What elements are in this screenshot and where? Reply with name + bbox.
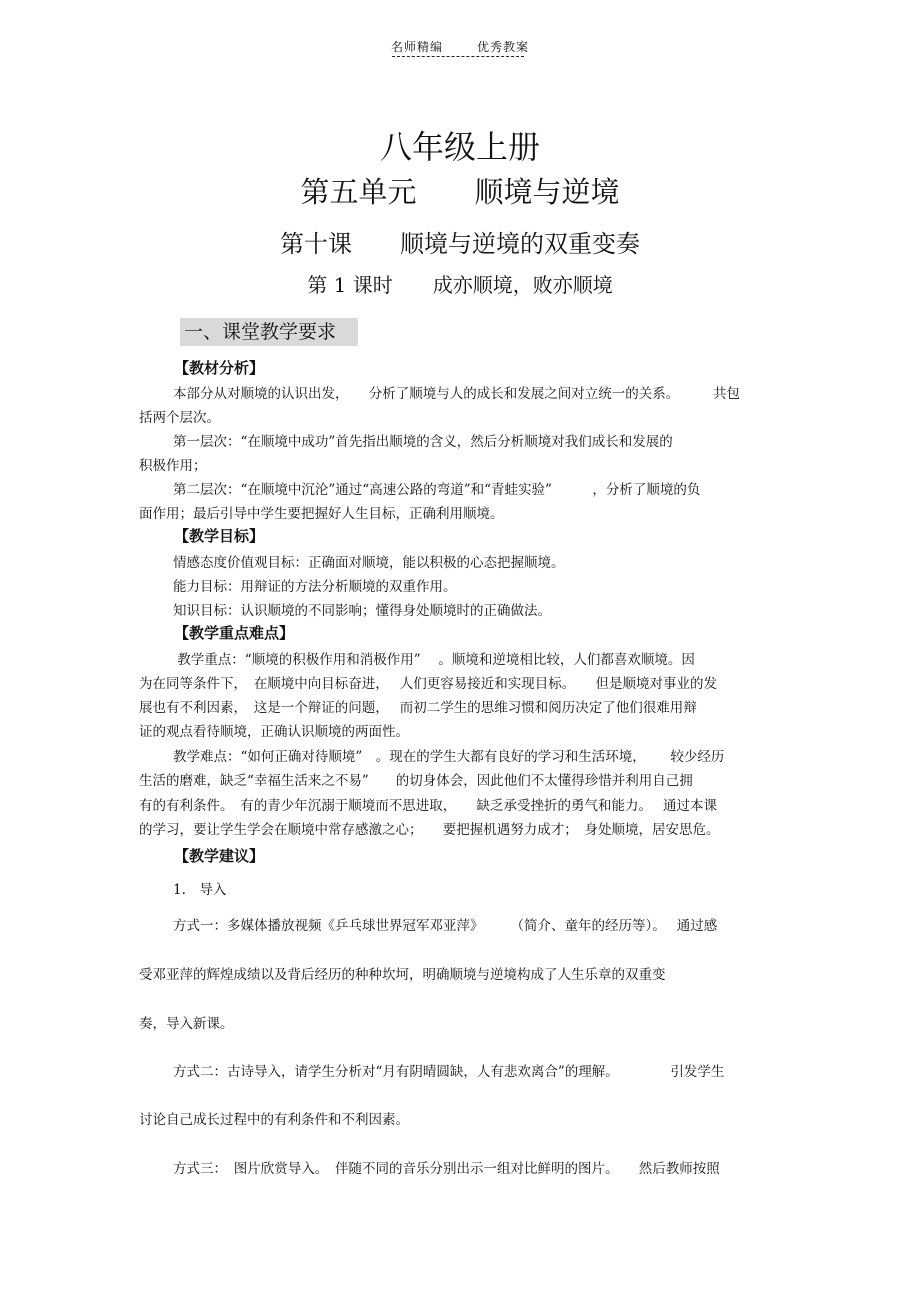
period-title: 第 1 课时 成亦顺境，败亦顺境 [307, 273, 613, 297]
header-left-text: 名师精编 [390, 40, 443, 54]
header-right-text: 优秀教案 [477, 40, 530, 54]
text-line: 教学难点：“如何正确对待顺境” 。现在的学生大都有良好的学习和生活环境， 较少经历 [173, 749, 725, 765]
text-line: 面作用；最后引导中学生要把握好人生目标，正确利用顺境。 [139, 506, 504, 522]
text-line: 讨论自己成长过程中的有利条件和不利因素。 [139, 1112, 409, 1128]
unit-title: 第五单元 顺境与逆境 [300, 175, 620, 209]
text-line: 生活的磨难，缺乏“幸福生活来之不易” 的切身体会，因此他们不太懂得珍惜并利用自己拥 [139, 773, 693, 789]
text-line: 奏，导入新课。 [139, 1016, 234, 1032]
text-line: 展也有不利因素， 这是一个辩证的问题， 而初二学生的思维习惯和阅历决定了他们很难用辩 [139, 700, 697, 716]
header-dashed-rule [392, 56, 524, 57]
page-header [0, 38, 920, 55]
text-line: 积极作用； [139, 458, 207, 474]
heading-analysis: 【教材分析】 [174, 359, 265, 377]
heading-advice: 【教学建议】 [174, 847, 265, 865]
text-line: 为在同等条件下， 在顺境中向目标奋进， 人们更容易接近和实现目标。 但是顺境对事业的发 [139, 676, 718, 692]
text-line: 情感态度价值观目标：正确面对顺境，能以积极的心态把握顺境。 [173, 555, 565, 571]
text-line: 有的有利条件。 有的青少年沉溺于顺境而不思进取， 缺乏承受挫折的勇气和能力。 通过本课 [139, 798, 718, 814]
text-line: 的学习，要让学生学会在顺境中常存感激之心； 要把握机遇努力成才； 身处顺境，居安思危。 [139, 822, 720, 838]
text-line: 1. 导入 [173, 882, 227, 898]
text-line: 第二层次：“在顺境中沉沦”通过“高速公路的弯道”和“青蛙实验” ，分析了顺境的负 [173, 482, 701, 498]
text-line: 第一层次：“在顺境中成功”首先指出顺境的含义，然后分析顺境对我们成长和发展的 [173, 434, 673, 450]
lesson-title: 第十课 顺境与逆境的双重变奏 [280, 230, 640, 258]
heading-goals: 【教学目标】 [174, 527, 265, 545]
text-line: 方式一：多媒体播放视频《乒乓球世界冠军邓亚萍》 （简介、童年的经历等）。 通过感 [173, 918, 718, 934]
text-line: 方式三： 图片欣赏导入。 伴随不同的音乐分别出示一组对比鲜明的图片。 然后教师按照 [173, 1161, 720, 1177]
text-line: 教学重点：“顺境的积极作用和消极作用” 。顺境和逆境相比较，人们都喜欢顺境。因 [173, 652, 695, 668]
text-line: 括两个层次。 [139, 410, 220, 426]
heading-keys: 【教学重点难点】 [174, 624, 295, 642]
text-line: 知识目标：认识顺境的不同影响；懂得身处顺境时的正确做法。 [173, 603, 551, 619]
section-heading: 一、课堂教学要求 [180, 318, 358, 346]
text-line: 方式二：古诗导入，请学生分析对“月有阴晴圆缺，人有悲欢离合”的理解。 引发学生 [173, 1064, 725, 1080]
text-line: 能力目标：用辩证的方法分析顺境的双重作用。 [173, 579, 457, 595]
text-line: 受邓亚萍的辉煌成绩以及背后经历的种种坎坷，明确顺境与逆境构成了人生乐章的双重变 [139, 967, 666, 983]
text-line: 本部分从对顺境的认识出发， 分析了顺境与人的成长和发展之间对立统一的关系。 共包 [173, 386, 740, 402]
grade-title: 八年级上册 [379, 128, 540, 166]
text-line: 证的观点看待顺境，正确认识顺境的两面性。 [139, 724, 409, 740]
